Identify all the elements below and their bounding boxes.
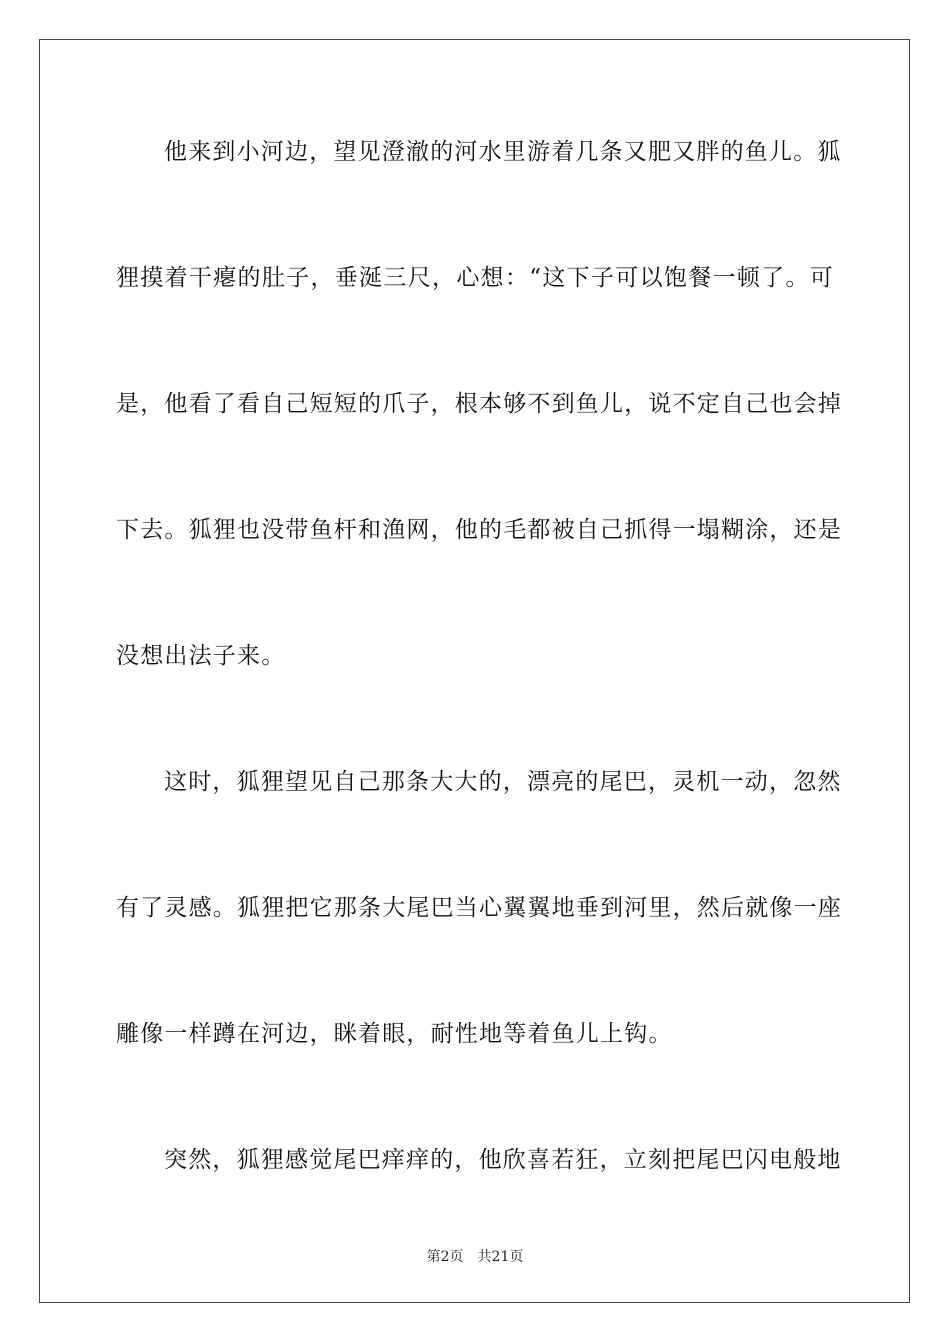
text-line: 这时，狐狸望见自己那条大大的，漂亮的尾巴，灵机一动，忽然 (164, 769, 842, 795)
page-number: 第2页 (426, 1249, 464, 1265)
text-line: 没想出法子来。 (116, 643, 286, 669)
text-line: 雕像一样蹲在河边，眯着眼，耐性地等着鱼儿上钩。 (116, 1021, 673, 1047)
text-line: 有了灵感。狐狸把它那条大尾巴当心翼翼地垂到河里，然后就像一座 (116, 895, 842, 921)
text-line: 是，他看了看自己短短的爪子，根本够不到鱼儿，说不定自己也会掉 (116, 391, 842, 417)
document-body (116, 126, 842, 1260)
text-line: 下去。狐狸也没带鱼杆和渔网，他的毛都被自己抓得一塌糊涂，还是 (116, 517, 842, 543)
text-line: 狸摸着干瘪的肚子，垂涎三尺，心想：“这下子可以饱餐一顿了。可 (116, 265, 834, 291)
text-line: 他来到小河边，望见澄澈的河水里游着几条又肥又胖的鱼儿。狐 (164, 139, 842, 165)
paragraph-2 (116, 756, 842, 1134)
page-total: 共21页 (477, 1249, 524, 1265)
page-footer (0, 1247, 950, 1267)
paragraph-1 (116, 126, 842, 756)
paragraph-3 (116, 1134, 842, 1260)
text-line: 突然，狐狸感觉尾巴痒痒的，他欣喜若狂，立刻把尾巴闪电般地 (164, 1147, 842, 1173)
